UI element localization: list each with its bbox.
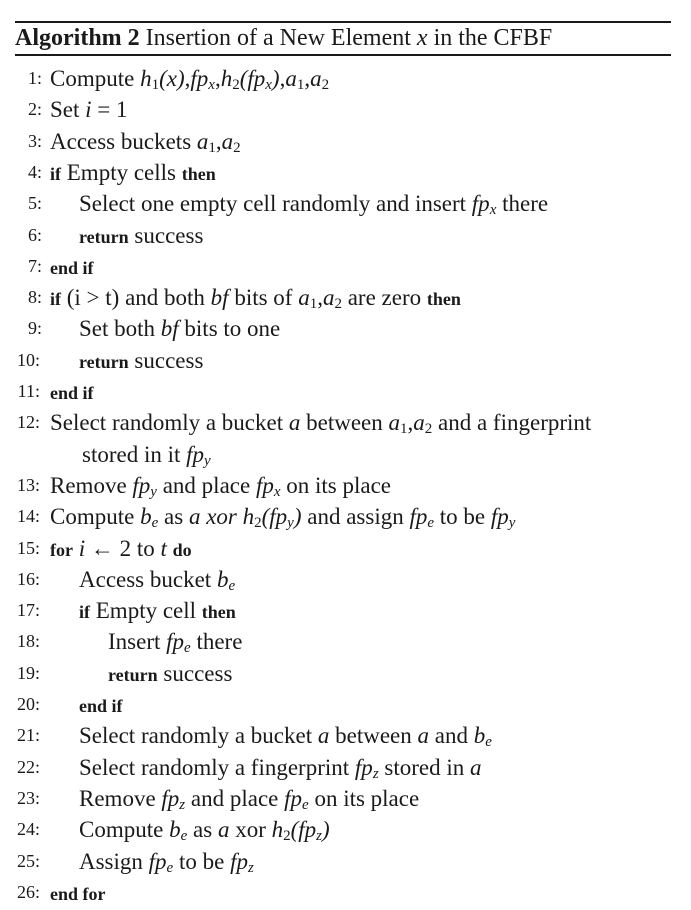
line-text [79, 689, 123, 722]
math-subscript: z [316, 828, 323, 845]
text: between [300, 410, 389, 436]
math-var [310, 66, 329, 91]
math-var [217, 567, 235, 592]
math-subscript: x [265, 77, 272, 93]
line-number: 8: [27, 287, 42, 308]
math-symbol: a [470, 754, 482, 780]
math-subscript: 2 [424, 421, 433, 438]
line-text [108, 626, 242, 657]
math-var [222, 129, 241, 154]
text: , [215, 128, 222, 154]
line-text [79, 720, 492, 751]
math-var [197, 129, 216, 154]
math-symbol: h [140, 66, 152, 91]
line-text [79, 564, 235, 595]
math-var [284, 786, 309, 811]
math-symbol: a [417, 723, 430, 749]
math-var [322, 817, 330, 842]
math-symbol: ) [271, 66, 280, 91]
math-var [470, 755, 482, 780]
math-symbol: fp [148, 848, 167, 874]
math-symbol: i [85, 97, 92, 123]
text: on its place [308, 785, 420, 811]
math-symbol: fp [354, 754, 373, 780]
math-symbol: ) [322, 817, 330, 843]
math-symbol: fp [161, 785, 180, 811]
math-var [161, 316, 179, 341]
text: and place [185, 785, 285, 811]
math-symbol: b [216, 566, 229, 592]
math-subscript: x [489, 202, 497, 219]
math-var [140, 504, 159, 532]
math-symbol: fp [190, 66, 209, 91]
text: Access bucket [79, 566, 217, 592]
math-var [289, 410, 301, 435]
math-symbol: h [220, 66, 233, 91]
math-symbol: i [78, 535, 86, 561]
math-symbol: a [413, 410, 425, 436]
line-text [79, 188, 548, 219]
keyword: for [50, 539, 73, 560]
line-text [50, 94, 128, 125]
line-text [50, 376, 94, 409]
text: Select randomly a bucket [50, 410, 289, 436]
text: and place [156, 472, 256, 498]
line-number: 6: [27, 224, 42, 245]
keyword: return [108, 664, 158, 685]
keyword: end if [50, 383, 94, 403]
math-subscript: 2 [283, 828, 291, 845]
text: to be [173, 848, 231, 874]
line-text [79, 220, 203, 253]
line-number: 25: [16, 850, 40, 871]
line-number: 21: [16, 725, 40, 746]
math-var [298, 285, 318, 313]
math-symbol: fp [490, 504, 509, 530]
line-number: 24: [16, 819, 40, 840]
text: success [128, 222, 204, 248]
line-number: 26: [16, 881, 40, 902]
keyword: if [50, 163, 61, 184]
line-number: 11: [17, 381, 40, 401]
text: Empty cell [90, 598, 202, 624]
math-subscript: y [287, 515, 294, 532]
line-number: 2: [27, 99, 42, 120]
math-subscript: 2 [233, 139, 241, 156]
text: Assign [79, 848, 149, 874]
text: Set both [79, 316, 161, 342]
text: Compute [50, 66, 141, 91]
line-text [50, 877, 106, 910]
text: bits to one [178, 316, 281, 342]
text: as [158, 504, 189, 530]
line-text [50, 157, 216, 190]
line-text [50, 251, 94, 284]
algorithm-title-tail: in the CFBF [433, 25, 553, 51]
math-var [291, 817, 317, 842]
line-text [50, 470, 391, 501]
text: to be [434, 504, 491, 530]
math-var [490, 504, 516, 532]
math-subscript: x [273, 483, 281, 500]
math-subscript: 1 [400, 421, 408, 438]
math-subscript: z [247, 859, 254, 876]
math-var [166, 629, 191, 657]
math-symbol: b [140, 504, 152, 530]
text: , [184, 66, 191, 91]
line-number: 3: [27, 130, 42, 151]
text: there [190, 629, 243, 655]
math-var [471, 191, 497, 219]
text: between [329, 723, 418, 749]
math-symbol: a [196, 128, 209, 154]
math-var [322, 285, 342, 313]
line-number: 12: [16, 412, 40, 433]
math-subscript: y [508, 515, 516, 532]
math-subscript: e [302, 796, 309, 813]
math-var [230, 849, 254, 874]
text: Remove [79, 785, 162, 811]
line-number: 17: [16, 600, 40, 621]
math-symbol: a [322, 285, 335, 311]
math-subscript: e [485, 734, 492, 751]
text: Select randomly a bucket [79, 723, 318, 749]
math-subscript: 2 [254, 515, 262, 532]
math-symbol: a [285, 66, 297, 91]
math-subscript: y [150, 483, 157, 500]
line-text [50, 63, 329, 94]
math-var [186, 442, 211, 467]
text: xor [229, 817, 272, 843]
line-text [79, 313, 280, 344]
text: ← 2 to [85, 535, 161, 561]
line-number: 5: [27, 193, 42, 214]
keyword: end if [50, 257, 94, 278]
math-var [272, 66, 280, 91]
text: bits of [228, 285, 299, 311]
math-subscript: e [151, 515, 159, 532]
text: Remove [50, 472, 133, 498]
line-text [50, 533, 192, 566]
text: , [304, 66, 311, 91]
line-number: 9: [27, 318, 42, 339]
math-symbol: b [473, 723, 486, 749]
math-var [161, 786, 185, 811]
line-number: 7: [27, 255, 42, 276]
math-symbol: (fp [290, 817, 317, 843]
algorithm-label: Algorithm 2 [15, 25, 140, 51]
math-var [294, 504, 302, 529]
math-var [140, 66, 159, 91]
line-number: 22: [16, 756, 40, 777]
math-var [190, 66, 215, 91]
line-text [79, 814, 330, 845]
math-symbol: (x) [159, 66, 185, 91]
math-symbol: a [298, 285, 310, 311]
line-text [50, 501, 515, 532]
math-var [413, 410, 433, 438]
text: success [157, 660, 233, 686]
text: Select randomly a fingerprint [79, 754, 355, 780]
line-text [50, 407, 591, 438]
text: = 1 [91, 97, 128, 123]
math-var [285, 66, 304, 91]
line-text [79, 345, 203, 378]
math-subscript: z [372, 765, 379, 782]
text: , [407, 410, 414, 436]
line-text [79, 783, 419, 814]
keyword: return [79, 351, 129, 372]
text: Select one empty cell randomly and insert [79, 191, 472, 217]
math-var [418, 723, 430, 748]
math-var [318, 723, 330, 748]
text: , [279, 66, 286, 91]
text: on its place [280, 472, 392, 498]
text: and a fingerprint [432, 410, 592, 436]
math-var [211, 285, 229, 310]
math-symbol: t [160, 535, 167, 561]
math-symbol: a [310, 66, 322, 91]
math-var [189, 504, 254, 529]
text: Set [50, 97, 86, 123]
keyword: if [50, 289, 61, 310]
line-text [79, 595, 236, 628]
text: Insert [108, 629, 167, 655]
keyword: then [426, 289, 461, 310]
text: stored in it [82, 441, 187, 467]
line-number: 18: [16, 631, 40, 652]
math-subscript: z [179, 796, 186, 813]
line-number: 13: [16, 474, 40, 495]
math-symbol: h [271, 817, 284, 843]
text: (i > t) and both [61, 285, 211, 311]
line-number: 16: [16, 568, 40, 589]
keyword: do [172, 539, 192, 560]
line-text [82, 439, 211, 470]
math-symbol: fp [166, 629, 185, 655]
text: stored in [378, 754, 471, 780]
math-var [271, 817, 291, 845]
math-symbol: fp [186, 441, 205, 467]
line-text [50, 126, 241, 157]
math-subscript: 2 [232, 77, 240, 93]
text: Compute [79, 817, 170, 843]
math-symbol: fp [132, 472, 151, 498]
text: , [317, 285, 323, 311]
keyword: then [181, 163, 216, 184]
line-number: 1: [27, 68, 42, 88]
keyword: end for [50, 883, 106, 904]
math-subscript: 2 [321, 77, 330, 93]
math-subscript: 1 [296, 77, 305, 93]
math-symbol: a [217, 817, 230, 843]
line-text [108, 658, 232, 691]
line-text [50, 282, 461, 315]
algorithm-title: Insertion of a New Element [145, 25, 411, 51]
math-symbol: bf [210, 285, 229, 311]
math-symbol: a [288, 410, 301, 436]
line-text [79, 752, 482, 783]
math-subscript: e [166, 859, 174, 876]
text: and [429, 723, 474, 749]
math-symbol: (fp [261, 504, 288, 530]
math-symbol: a [317, 723, 330, 749]
math-symbol: fp [471, 191, 490, 217]
math-symbol: (fp [239, 66, 266, 91]
algorithm-caption [15, 23, 552, 54]
text: , [214, 66, 221, 91]
math-subscript: x [208, 77, 215, 93]
line-number: 4: [27, 161, 42, 182]
text: as [187, 817, 218, 843]
math-symbol: a [221, 128, 234, 154]
text: are zero [341, 285, 427, 311]
math-subscript: y [204, 452, 211, 469]
math-var [240, 66, 266, 91]
math-symbol: fp [230, 848, 248, 874]
line-number: 20: [16, 694, 40, 714]
math-var [256, 473, 281, 498]
text: Empty cells [61, 159, 182, 185]
math-symbol: b [169, 817, 181, 843]
math-var [159, 66, 185, 91]
keyword: return [79, 226, 129, 247]
line-number: 10: [16, 349, 40, 370]
math-var [132, 473, 157, 498]
math-symbol: ) [293, 504, 302, 530]
math-subscript: 1 [208, 139, 216, 156]
math-symbol: a [388, 410, 401, 436]
math-subscript: 2 [334, 296, 342, 313]
math-var [355, 755, 379, 780]
math-subscript: e [180, 828, 188, 845]
text: Access buckets [50, 128, 197, 154]
math-var [221, 66, 240, 91]
math-subscript: e [184, 640, 191, 657]
math-var [218, 817, 230, 842]
keyword: then [201, 602, 236, 623]
math-var [262, 504, 288, 529]
text: success [128, 347, 204, 373]
math-var [149, 849, 174, 874]
keyword: end if [79, 696, 123, 716]
math-subscript: 1 [151, 77, 160, 93]
math-subscript: e [228, 577, 236, 594]
keyword: if [79, 602, 90, 623]
text: and assign [301, 504, 410, 530]
math-var [388, 410, 408, 438]
math-subscript: e [427, 515, 435, 532]
text: Compute [50, 504, 141, 530]
line-number: 19: [16, 662, 40, 683]
line-text [79, 846, 254, 877]
math-symbol: fp [255, 472, 274, 498]
math-symbol: fp [284, 785, 303, 811]
math-subscript: 1 [309, 296, 318, 313]
line-number: 15: [16, 537, 40, 558]
line-number: 23: [16, 787, 40, 808]
math-symbol: fp [409, 504, 428, 530]
math-symbol: bf [160, 316, 179, 342]
math-symbol: a xor h [188, 504, 255, 530]
algorithm-title-var: x [416, 25, 428, 51]
math-var [409, 504, 435, 532]
line-number: 14: [16, 506, 40, 527]
math-var [473, 723, 492, 751]
algorithm-caption-rule [15, 54, 671, 56]
text: there [496, 191, 549, 217]
math-var [169, 817, 188, 845]
